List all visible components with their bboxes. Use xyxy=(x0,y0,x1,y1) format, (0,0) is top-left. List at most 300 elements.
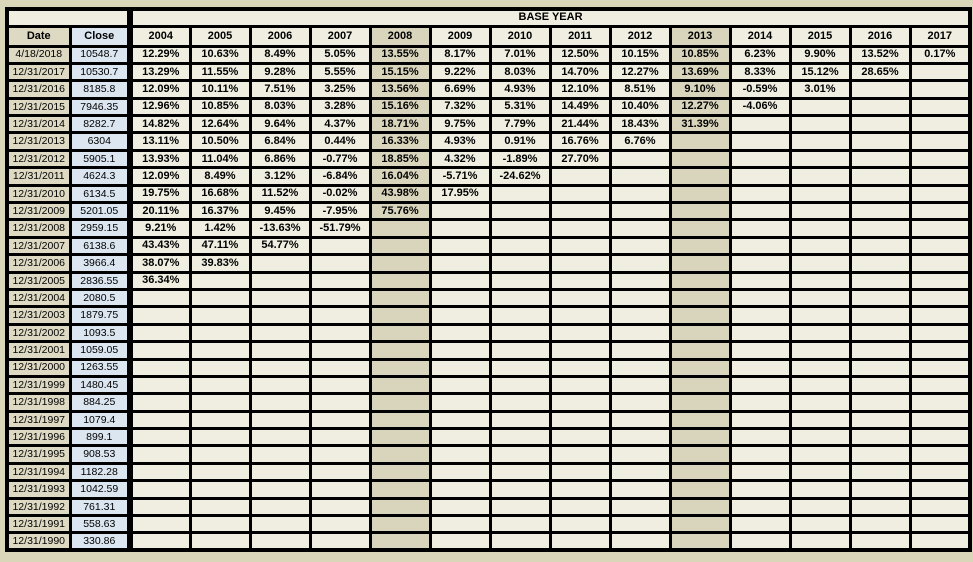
return-value-cell[interactable] xyxy=(610,289,670,306)
return-value-cell[interactable] xyxy=(490,359,550,376)
return-value-cell[interactable] xyxy=(670,133,730,150)
return-value-cell[interactable]: 13.52% xyxy=(850,46,910,63)
close-cell[interactable]: 10548.7 xyxy=(70,46,130,63)
return-value-cell[interactable] xyxy=(370,463,430,480)
date-cell[interactable]: 12/31/2003 xyxy=(7,307,70,324)
return-value-cell[interactable] xyxy=(670,446,730,463)
date-cell[interactable]: 12/31/2004 xyxy=(7,289,70,306)
return-value-cell[interactable] xyxy=(250,481,310,498)
return-value-cell[interactable] xyxy=(430,272,490,289)
return-value-cell[interactable] xyxy=(790,307,850,324)
return-value-cell[interactable] xyxy=(490,376,550,393)
return-value-cell[interactable]: 8.03% xyxy=(250,98,310,115)
return-value-cell[interactable] xyxy=(730,307,790,324)
return-value-cell[interactable] xyxy=(790,272,850,289)
close-cell[interactable]: 6304 xyxy=(70,133,130,150)
return-value-cell[interactable] xyxy=(910,150,970,167)
return-value-cell[interactable] xyxy=(910,394,970,411)
return-value-cell[interactable]: 13.69% xyxy=(670,63,730,80)
return-value-cell[interactable] xyxy=(250,376,310,393)
return-value-cell[interactable] xyxy=(670,481,730,498)
return-value-cell[interactable]: 9.21% xyxy=(130,220,190,237)
return-value-cell[interactable]: 12.96% xyxy=(130,98,190,115)
return-value-cell[interactable] xyxy=(610,463,670,480)
return-value-cell[interactable] xyxy=(550,324,610,341)
return-value-cell[interactable]: 18.43% xyxy=(610,116,670,133)
year-header-2007[interactable]: 2007 xyxy=(310,26,370,46)
return-value-cell[interactable] xyxy=(670,324,730,341)
return-value-cell[interactable] xyxy=(310,446,370,463)
close-cell[interactable]: 761.31 xyxy=(70,498,130,515)
return-value-cell[interactable] xyxy=(490,289,550,306)
return-value-cell[interactable]: 54.77% xyxy=(250,237,310,254)
return-value-cell[interactable] xyxy=(490,429,550,446)
close-cell[interactable]: 908.53 xyxy=(70,446,130,463)
return-value-cell[interactable]: -13.63% xyxy=(250,220,310,237)
return-value-cell[interactable]: 1.42% xyxy=(190,220,250,237)
date-cell[interactable]: 12/31/2014 xyxy=(7,116,70,133)
return-value-cell[interactable] xyxy=(430,394,490,411)
return-value-cell[interactable]: 36.34% xyxy=(130,272,190,289)
close-cell[interactable]: 884.25 xyxy=(70,394,130,411)
return-value-cell[interactable] xyxy=(190,324,250,341)
return-value-cell[interactable] xyxy=(730,411,790,428)
return-value-cell[interactable] xyxy=(550,342,610,359)
return-value-cell[interactable] xyxy=(490,411,550,428)
return-value-cell[interactable] xyxy=(910,463,970,480)
close-cell[interactable]: 6138.6 xyxy=(70,237,130,254)
return-value-cell[interactable] xyxy=(310,463,370,480)
return-value-cell[interactable]: 9.45% xyxy=(250,203,310,220)
return-value-cell[interactable] xyxy=(190,376,250,393)
return-value-cell[interactable] xyxy=(670,237,730,254)
return-value-cell[interactable] xyxy=(430,411,490,428)
date-cell[interactable]: 12/31/1996 xyxy=(7,429,70,446)
return-value-cell[interactable] xyxy=(850,220,910,237)
return-value-cell[interactable] xyxy=(550,533,610,550)
return-value-cell[interactable] xyxy=(850,185,910,202)
return-value-cell[interactable] xyxy=(250,307,310,324)
return-value-cell[interactable] xyxy=(910,481,970,498)
return-value-cell[interactable]: 6.69% xyxy=(430,81,490,98)
return-value-cell[interactable] xyxy=(790,255,850,272)
year-header-2006[interactable]: 2006 xyxy=(250,26,310,46)
return-value-cell[interactable] xyxy=(190,289,250,306)
return-value-cell[interactable] xyxy=(310,342,370,359)
year-header-2017[interactable]: 2017 xyxy=(910,26,970,46)
return-value-cell[interactable]: 14.82% xyxy=(130,116,190,133)
return-value-cell[interactable]: 18.71% xyxy=(370,116,430,133)
return-value-cell[interactable] xyxy=(790,203,850,220)
return-value-cell[interactable] xyxy=(250,342,310,359)
return-value-cell[interactable] xyxy=(250,533,310,550)
return-value-cell[interactable] xyxy=(670,203,730,220)
return-value-cell[interactable] xyxy=(670,168,730,185)
return-value-cell[interactable] xyxy=(310,324,370,341)
return-value-cell[interactable]: -5.71% xyxy=(430,168,490,185)
return-value-cell[interactable] xyxy=(250,498,310,515)
return-value-cell[interactable] xyxy=(910,429,970,446)
return-value-cell[interactable] xyxy=(730,342,790,359)
return-value-cell[interactable] xyxy=(430,237,490,254)
return-value-cell[interactable]: 16.37% xyxy=(190,203,250,220)
return-value-cell[interactable] xyxy=(670,342,730,359)
date-cell[interactable]: 12/31/2005 xyxy=(7,272,70,289)
return-value-cell[interactable]: 38.07% xyxy=(130,255,190,272)
return-value-cell[interactable]: 0.44% xyxy=(310,133,370,150)
return-value-cell[interactable] xyxy=(370,481,430,498)
return-value-cell[interactable] xyxy=(130,446,190,463)
return-value-cell[interactable] xyxy=(430,429,490,446)
return-value-cell[interactable] xyxy=(370,516,430,533)
return-value-cell[interactable] xyxy=(430,516,490,533)
return-value-cell[interactable] xyxy=(910,272,970,289)
return-value-cell[interactable] xyxy=(850,498,910,515)
return-value-cell[interactable] xyxy=(910,63,970,80)
return-value-cell[interactable] xyxy=(190,342,250,359)
return-value-cell[interactable] xyxy=(730,289,790,306)
date-cell[interactable]: 12/31/2017 xyxy=(7,63,70,80)
return-value-cell[interactable]: -0.77% xyxy=(310,150,370,167)
return-value-cell[interactable] xyxy=(730,463,790,480)
return-value-cell[interactable] xyxy=(670,411,730,428)
return-value-cell[interactable] xyxy=(790,498,850,515)
return-value-cell[interactable] xyxy=(730,376,790,393)
return-value-cell[interactable] xyxy=(370,342,430,359)
return-value-cell[interactable] xyxy=(130,516,190,533)
date-cell[interactable]: 12/31/1999 xyxy=(7,376,70,393)
return-value-cell[interactable] xyxy=(430,203,490,220)
return-value-cell[interactable] xyxy=(730,150,790,167)
return-value-cell[interactable] xyxy=(610,168,670,185)
return-value-cell[interactable]: 3.28% xyxy=(310,98,370,115)
return-value-cell[interactable]: 9.10% xyxy=(670,81,730,98)
return-value-cell[interactable] xyxy=(550,168,610,185)
return-value-cell[interactable] xyxy=(730,255,790,272)
date-cell[interactable]: 12/31/2010 xyxy=(7,185,70,202)
year-header-2012[interactable]: 2012 xyxy=(610,26,670,46)
return-value-cell[interactable] xyxy=(850,168,910,185)
return-value-cell[interactable]: 7.51% xyxy=(250,81,310,98)
return-value-cell[interactable]: 10.85% xyxy=(670,46,730,63)
close-cell[interactable]: 2080.5 xyxy=(70,289,130,306)
return-value-cell[interactable] xyxy=(490,255,550,272)
date-cell[interactable]: 12/31/1995 xyxy=(7,446,70,463)
return-value-cell[interactable] xyxy=(130,376,190,393)
return-value-cell[interactable] xyxy=(670,307,730,324)
return-value-cell[interactable]: 12.10% xyxy=(550,81,610,98)
return-value-cell[interactable] xyxy=(790,481,850,498)
return-value-cell[interactable]: 14.49% xyxy=(550,98,610,115)
return-value-cell[interactable]: 11.52% xyxy=(250,185,310,202)
date-cell[interactable]: 12/31/2013 xyxy=(7,133,70,150)
close-cell[interactable]: 1042.59 xyxy=(70,481,130,498)
return-value-cell[interactable] xyxy=(850,533,910,550)
return-value-cell[interactable] xyxy=(910,342,970,359)
return-value-cell[interactable] xyxy=(790,185,850,202)
return-value-cell[interactable] xyxy=(910,533,970,550)
return-value-cell[interactable] xyxy=(850,133,910,150)
return-value-cell[interactable]: 12.09% xyxy=(130,168,190,185)
return-value-cell[interactable]: 4.32% xyxy=(430,150,490,167)
return-value-cell[interactable] xyxy=(730,185,790,202)
return-value-cell[interactable] xyxy=(670,289,730,306)
return-value-cell[interactable] xyxy=(130,307,190,324)
close-cell[interactable]: 899.1 xyxy=(70,429,130,446)
return-value-cell[interactable] xyxy=(430,533,490,550)
date-cell[interactable]: 12/31/2016 xyxy=(7,81,70,98)
return-value-cell[interactable] xyxy=(730,133,790,150)
date-cell[interactable]: 12/31/1997 xyxy=(7,411,70,428)
date-cell[interactable]: 12/31/1992 xyxy=(7,498,70,515)
return-value-cell[interactable] xyxy=(490,342,550,359)
return-value-cell[interactable]: 7.32% xyxy=(430,98,490,115)
return-value-cell[interactable] xyxy=(550,446,610,463)
return-value-cell[interactable] xyxy=(790,324,850,341)
close-cell[interactable]: 1480.45 xyxy=(70,376,130,393)
return-value-cell[interactable] xyxy=(430,342,490,359)
date-cell[interactable]: 12/31/1994 xyxy=(7,463,70,480)
return-value-cell[interactable]: 43.43% xyxy=(130,237,190,254)
date-cell[interactable]: 12/31/2007 xyxy=(7,237,70,254)
date-cell[interactable]: 12/31/2008 xyxy=(7,220,70,237)
return-value-cell[interactable] xyxy=(610,272,670,289)
return-value-cell[interactable]: 75.76% xyxy=(370,203,430,220)
return-value-cell[interactable] xyxy=(910,133,970,150)
return-value-cell[interactable] xyxy=(790,376,850,393)
return-value-cell[interactable]: 27.70% xyxy=(550,150,610,167)
return-value-cell[interactable]: 4.93% xyxy=(430,133,490,150)
return-value-cell[interactable]: 9.28% xyxy=(250,63,310,80)
return-value-cell[interactable] xyxy=(430,498,490,515)
return-value-cell[interactable] xyxy=(490,533,550,550)
return-value-cell[interactable] xyxy=(490,185,550,202)
return-value-cell[interactable] xyxy=(250,272,310,289)
return-value-cell[interactable] xyxy=(370,394,430,411)
return-value-cell[interactable] xyxy=(550,463,610,480)
return-value-cell[interactable] xyxy=(790,446,850,463)
return-value-cell[interactable] xyxy=(370,498,430,515)
return-value-cell[interactable]: 10.50% xyxy=(190,133,250,150)
return-value-cell[interactable] xyxy=(490,203,550,220)
return-value-cell[interactable]: 12.50% xyxy=(550,46,610,63)
return-value-cell[interactable] xyxy=(370,237,430,254)
return-value-cell[interactable] xyxy=(550,498,610,515)
return-value-cell[interactable] xyxy=(610,429,670,446)
return-value-cell[interactable] xyxy=(310,237,370,254)
return-value-cell[interactable] xyxy=(430,255,490,272)
return-value-cell[interactable] xyxy=(850,307,910,324)
return-value-cell[interactable] xyxy=(730,429,790,446)
year-header-2009[interactable]: 2009 xyxy=(430,26,490,46)
return-value-cell[interactable]: -6.84% xyxy=(310,168,370,185)
return-value-cell[interactable]: 12.27% xyxy=(610,63,670,80)
return-value-cell[interactable] xyxy=(250,429,310,446)
return-value-cell[interactable]: -4.06% xyxy=(730,98,790,115)
return-value-cell[interactable]: 20.11% xyxy=(130,203,190,220)
return-value-cell[interactable]: 10.15% xyxy=(610,46,670,63)
return-value-cell[interactable] xyxy=(730,203,790,220)
close-cell[interactable]: 7946.35 xyxy=(70,98,130,115)
return-value-cell[interactable] xyxy=(550,185,610,202)
return-value-cell[interactable] xyxy=(550,376,610,393)
return-value-cell[interactable] xyxy=(670,429,730,446)
return-value-cell[interactable] xyxy=(850,150,910,167)
return-value-cell[interactable] xyxy=(910,289,970,306)
return-value-cell[interactable] xyxy=(730,533,790,550)
return-value-cell[interactable] xyxy=(610,220,670,237)
return-value-cell[interactable] xyxy=(850,411,910,428)
return-value-cell[interactable] xyxy=(670,220,730,237)
return-value-cell[interactable] xyxy=(730,324,790,341)
return-value-cell[interactable] xyxy=(490,237,550,254)
return-value-cell[interactable] xyxy=(910,324,970,341)
return-value-cell[interactable] xyxy=(850,324,910,341)
close-cell[interactable]: 1079.4 xyxy=(70,411,130,428)
return-value-cell[interactable] xyxy=(730,168,790,185)
return-value-cell[interactable] xyxy=(370,533,430,550)
return-value-cell[interactable]: 16.33% xyxy=(370,133,430,150)
return-value-cell[interactable]: 10.85% xyxy=(190,98,250,115)
return-value-cell[interactable]: 10.63% xyxy=(190,46,250,63)
return-value-cell[interactable]: 8.03% xyxy=(490,63,550,80)
return-value-cell[interactable] xyxy=(130,481,190,498)
return-value-cell[interactable] xyxy=(790,98,850,115)
return-value-cell[interactable] xyxy=(730,272,790,289)
return-value-cell[interactable] xyxy=(310,498,370,515)
date-cell[interactable]: 12/31/2001 xyxy=(7,342,70,359)
return-value-cell[interactable] xyxy=(490,220,550,237)
return-value-cell[interactable] xyxy=(610,255,670,272)
return-value-cell[interactable] xyxy=(430,220,490,237)
return-value-cell[interactable] xyxy=(370,376,430,393)
return-value-cell[interactable] xyxy=(730,446,790,463)
return-value-cell[interactable]: -24.62% xyxy=(490,168,550,185)
return-value-cell[interactable] xyxy=(550,237,610,254)
return-value-cell[interactable] xyxy=(190,533,250,550)
return-value-cell[interactable]: 0.91% xyxy=(490,133,550,150)
return-value-cell[interactable]: 5.31% xyxy=(490,98,550,115)
return-value-cell[interactable] xyxy=(430,376,490,393)
date-cell[interactable]: 12/31/2000 xyxy=(7,359,70,376)
return-value-cell[interactable]: 9.90% xyxy=(790,46,850,63)
return-value-cell[interactable] xyxy=(130,342,190,359)
return-value-cell[interactable]: 14.70% xyxy=(550,63,610,80)
return-value-cell[interactable] xyxy=(310,516,370,533)
base-year-header-cell[interactable]: BASE YEAR xyxy=(130,9,970,26)
return-value-cell[interactable]: 15.15% xyxy=(370,63,430,80)
return-value-cell[interactable] xyxy=(730,116,790,133)
return-value-cell[interactable]: 39.83% xyxy=(190,255,250,272)
return-value-cell[interactable] xyxy=(850,359,910,376)
return-value-cell[interactable] xyxy=(370,324,430,341)
return-value-cell[interactable] xyxy=(850,481,910,498)
return-value-cell[interactable] xyxy=(430,289,490,306)
return-value-cell[interactable] xyxy=(730,481,790,498)
close-cell[interactable]: 8282.7 xyxy=(70,116,130,133)
return-value-cell[interactable] xyxy=(550,272,610,289)
return-value-cell[interactable] xyxy=(310,359,370,376)
return-value-cell[interactable] xyxy=(550,359,610,376)
return-value-cell[interactable]: 8.17% xyxy=(430,46,490,63)
return-value-cell[interactable]: 9.22% xyxy=(430,63,490,80)
year-header-2005[interactable]: 2005 xyxy=(190,26,250,46)
return-value-cell[interactable] xyxy=(130,324,190,341)
return-value-cell[interactable]: 6.76% xyxy=(610,133,670,150)
return-value-cell[interactable] xyxy=(430,324,490,341)
return-value-cell[interactable]: -0.59% xyxy=(730,81,790,98)
return-value-cell[interactable] xyxy=(910,307,970,324)
return-value-cell[interactable] xyxy=(910,116,970,133)
return-value-cell[interactable] xyxy=(790,463,850,480)
return-value-cell[interactable] xyxy=(670,150,730,167)
year-header-2011[interactable]: 2011 xyxy=(550,26,610,46)
return-value-cell[interactable] xyxy=(910,237,970,254)
return-value-cell[interactable]: 11.04% xyxy=(190,150,250,167)
return-value-cell[interactable] xyxy=(790,359,850,376)
return-value-cell[interactable]: 15.12% xyxy=(790,63,850,80)
return-value-cell[interactable] xyxy=(250,324,310,341)
return-value-cell[interactable] xyxy=(850,289,910,306)
year-header-2008[interactable]: 2008 xyxy=(370,26,430,46)
return-value-cell[interactable] xyxy=(610,342,670,359)
return-value-cell[interactable] xyxy=(130,359,190,376)
return-value-cell[interactable]: 19.75% xyxy=(130,185,190,202)
return-value-cell[interactable]: 47.11% xyxy=(190,237,250,254)
close-cell[interactable]: 5905.1 xyxy=(70,150,130,167)
return-value-cell[interactable]: 3.12% xyxy=(250,168,310,185)
return-value-cell[interactable]: 6.23% xyxy=(730,46,790,63)
return-value-cell[interactable] xyxy=(790,237,850,254)
return-value-cell[interactable]: 16.76% xyxy=(550,133,610,150)
date-cell[interactable]: 4/18/2018 xyxy=(7,46,70,63)
return-value-cell[interactable] xyxy=(850,203,910,220)
return-value-cell[interactable] xyxy=(730,359,790,376)
return-value-cell[interactable]: 7.01% xyxy=(490,46,550,63)
return-value-cell[interactable] xyxy=(850,255,910,272)
close-cell[interactable]: 558.63 xyxy=(70,516,130,533)
return-value-cell[interactable] xyxy=(670,272,730,289)
return-value-cell[interactable] xyxy=(370,429,430,446)
return-value-cell[interactable]: 9.75% xyxy=(430,116,490,133)
return-value-cell[interactable] xyxy=(550,516,610,533)
top-left-empty-cell[interactable] xyxy=(7,9,130,26)
return-value-cell[interactable] xyxy=(130,394,190,411)
return-value-cell[interactable] xyxy=(190,411,250,428)
date-cell[interactable]: 12/31/2011 xyxy=(7,168,70,185)
date-cell[interactable]: 12/31/1990 xyxy=(7,533,70,550)
return-value-cell[interactable] xyxy=(250,289,310,306)
close-cell[interactable]: 2836.55 xyxy=(70,272,130,289)
return-value-cell[interactable] xyxy=(310,429,370,446)
close-cell[interactable]: 6134.5 xyxy=(70,185,130,202)
return-value-cell[interactable] xyxy=(910,185,970,202)
return-value-cell[interactable] xyxy=(910,411,970,428)
return-value-cell[interactable]: 4.37% xyxy=(310,116,370,133)
return-value-cell[interactable] xyxy=(670,498,730,515)
return-value-cell[interactable]: 11.55% xyxy=(190,63,250,80)
return-value-cell[interactable] xyxy=(850,98,910,115)
return-value-cell[interactable] xyxy=(430,446,490,463)
return-value-cell[interactable]: 7.79% xyxy=(490,116,550,133)
return-value-cell[interactable] xyxy=(130,498,190,515)
return-value-cell[interactable] xyxy=(730,220,790,237)
return-value-cell[interactable] xyxy=(550,255,610,272)
return-value-cell[interactable]: 31.39% xyxy=(670,116,730,133)
return-value-cell[interactable] xyxy=(550,394,610,411)
close-cell[interactable]: 1182.28 xyxy=(70,463,130,480)
return-value-cell[interactable]: -1.89% xyxy=(490,150,550,167)
